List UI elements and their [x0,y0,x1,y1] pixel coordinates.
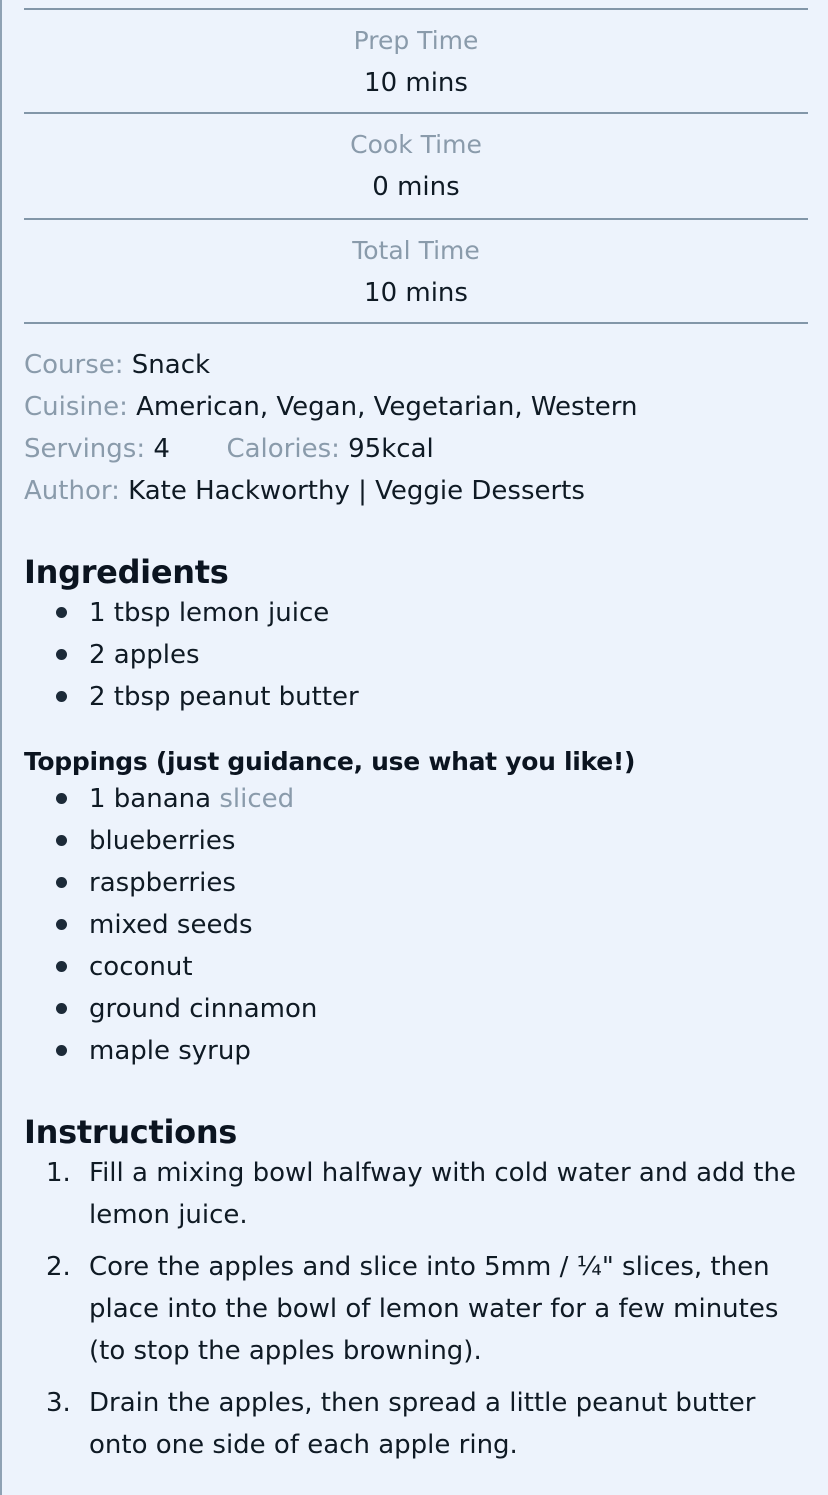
toppings-list [24,778,808,1072]
step-number: 3. [46,1388,71,1418]
calories-value: 95kcal [348,434,434,464]
calories-label: Calories: [226,434,340,464]
cook-time-value: 0 mins [372,172,460,202]
bullet-icon [56,877,67,888]
cook-time [24,112,808,218]
recipe-meta [24,344,808,512]
list-item: 1 banana sliced [24,778,808,820]
total-time [24,218,808,324]
step-text: Fill a mixing bowl halfway with cold water and add the lemon juice. [89,1158,796,1230]
instruction-step [24,1152,808,1236]
bullet-icon [56,649,67,660]
list-item: maple syrup [24,1030,808,1072]
cook-time-label: Cook Time [350,130,482,159]
bullet-icon [56,691,67,702]
list-item: coconut [24,946,808,988]
bullet-icon [56,919,67,930]
ingredients-list [24,592,808,718]
course-line [24,344,808,386]
cuisine-label: Cuisine: [24,392,128,422]
recipe-card [24,0,808,1476]
prep-time-value: 10 mins [364,68,468,98]
author-value: Kate Hackworthy | Veggie Desserts [128,476,585,506]
servings-value[interactable]: 4 [153,434,170,464]
course-label: Course: [24,350,124,380]
step-number: 1. [46,1158,71,1188]
servings-label: Servings: [24,434,146,464]
bullet-icon [56,1003,67,1014]
instruction-step [24,1382,808,1466]
prep-time-label: Prep Time [353,26,479,55]
list-item: mixed seeds [24,904,808,946]
instructions-section [24,1112,808,1466]
course-value[interactable]: Snack [131,350,211,380]
cuisine-value[interactable]: American, Vegan, Vegetarian, Western [136,392,638,422]
list-item: blueberries [24,820,808,862]
list-item: 1 tbsp lemon juice [24,592,808,634]
instruction-step [24,1246,808,1372]
total-time-label: Total Time [352,236,480,265]
list-item: 2 apples [24,634,808,676]
step-number: 2. [46,1252,71,1282]
toppings-heading: Toppings (just guidance, use what you like!) [24,747,636,776]
list-item: ground cinnamon [24,988,808,1030]
ingredients-section [24,552,808,1072]
prep-time [24,8,808,112]
list-item: raspberries [24,862,808,904]
bullet-icon [56,961,67,972]
bullet-icon [56,1045,67,1056]
servings-calories-line [24,428,808,470]
recipe-times [24,8,808,324]
author-label: Author: [24,476,120,506]
cuisine-line [24,386,808,428]
bullet-icon [56,793,67,804]
ingredient-note: sliced [219,784,295,814]
author-line [24,470,808,512]
ingredients-heading: Ingredients [24,553,229,591]
total-time-value: 10 mins [364,278,468,308]
step-text: Drain the apples, then spread a little peanut butter onto one side of each apple ring. [89,1388,756,1460]
bullet-icon [56,835,67,846]
bullet-icon [56,607,67,618]
list-item: 2 tbsp peanut butter [24,676,808,718]
instructions-list [24,1152,808,1466]
instructions-heading: Instructions [24,1113,238,1151]
step-text: Core the apples and slice into 5mm / ¼" slices, then place into the bowl of lemon water for a few minutes (to stop the apples browning). [89,1252,779,1366]
